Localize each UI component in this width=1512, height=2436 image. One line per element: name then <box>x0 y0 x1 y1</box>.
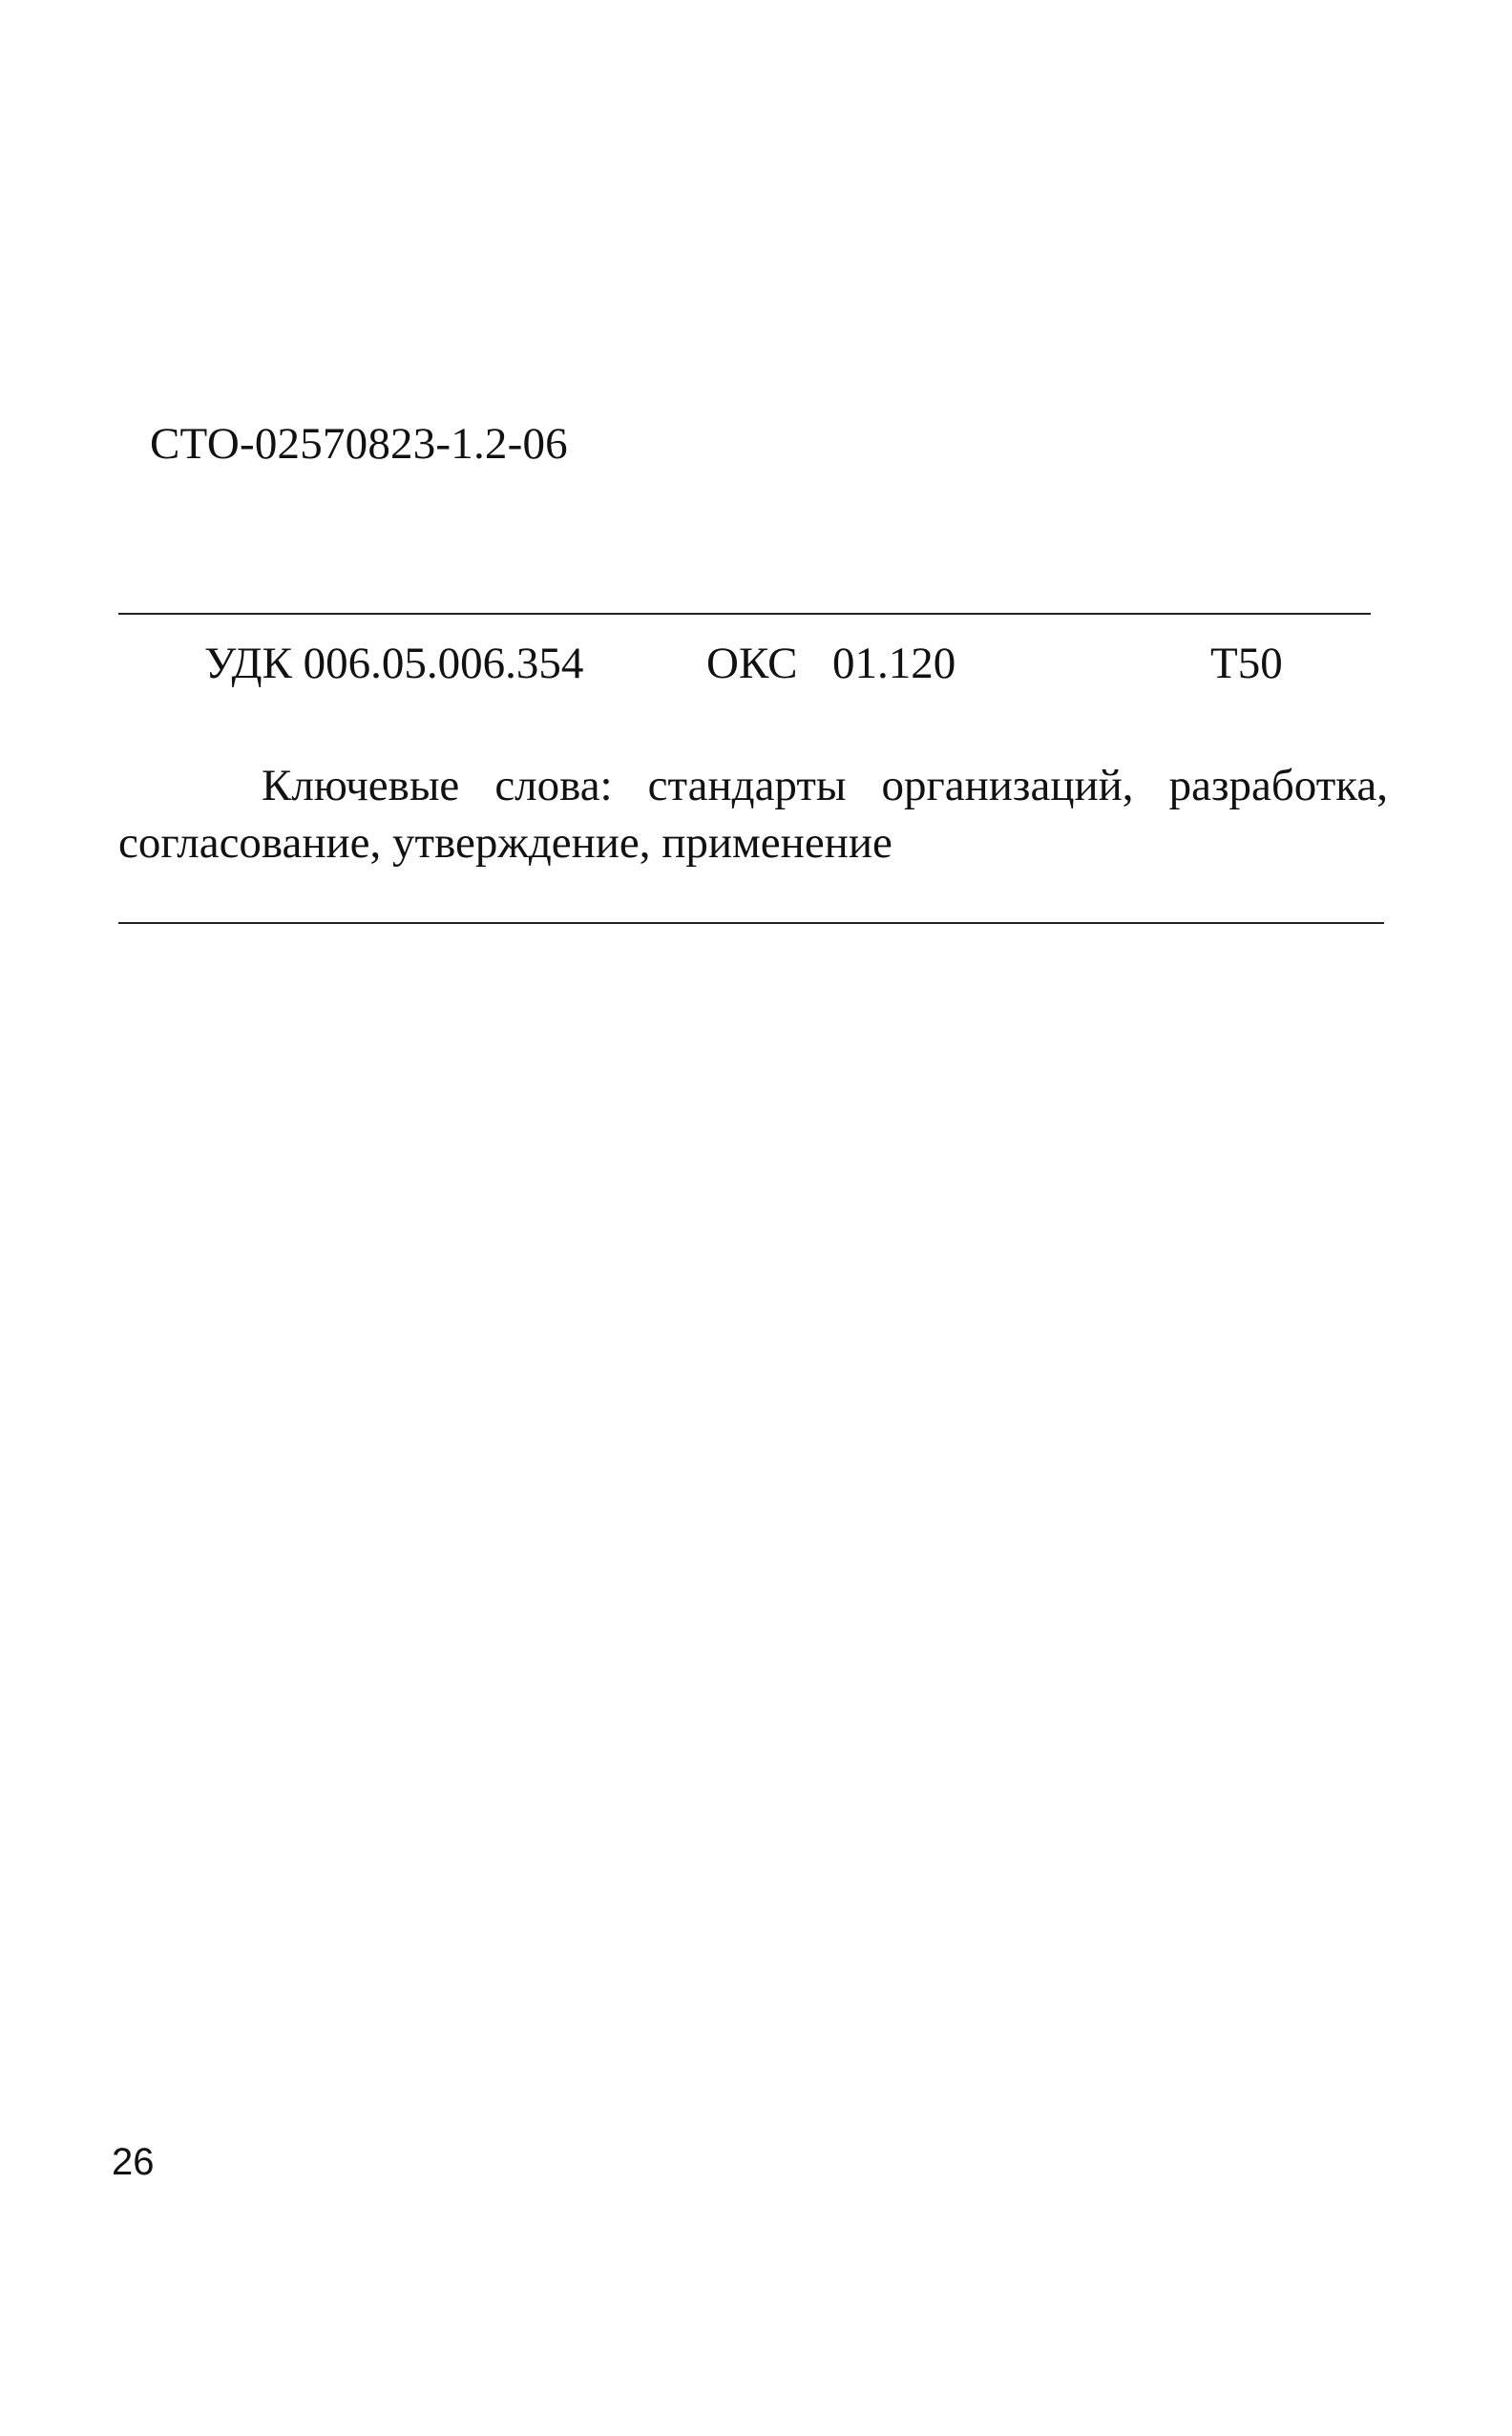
keywords-word-standarty: стандарты <box>647 761 847 810</box>
oks-label: ОКС <box>706 639 798 688</box>
keywords-second-line: согласование, утверждение, применение <box>118 818 892 868</box>
page-number: 26 <box>112 2141 155 2183</box>
keywords-word-organizatsiy: организаций, <box>881 761 1134 810</box>
keywords-word-razrabotka: разработка, <box>1168 761 1388 810</box>
udc-code: УДК 006.05.006.354 <box>204 639 584 688</box>
document-code: СТО-02570823-1.2-06 <box>150 419 568 469</box>
top-divider-line <box>118 613 1371 615</box>
t-code: Т50 <box>1210 639 1283 688</box>
keywords-word-slova: слова: <box>494 761 613 810</box>
keywords-label: Ключевые <box>262 761 460 810</box>
keywords-first-line <box>118 757 1388 814</box>
oks-code: 01.120 <box>832 639 956 688</box>
keywords-block <box>118 757 1388 872</box>
bottom-divider-line <box>118 922 1384 924</box>
